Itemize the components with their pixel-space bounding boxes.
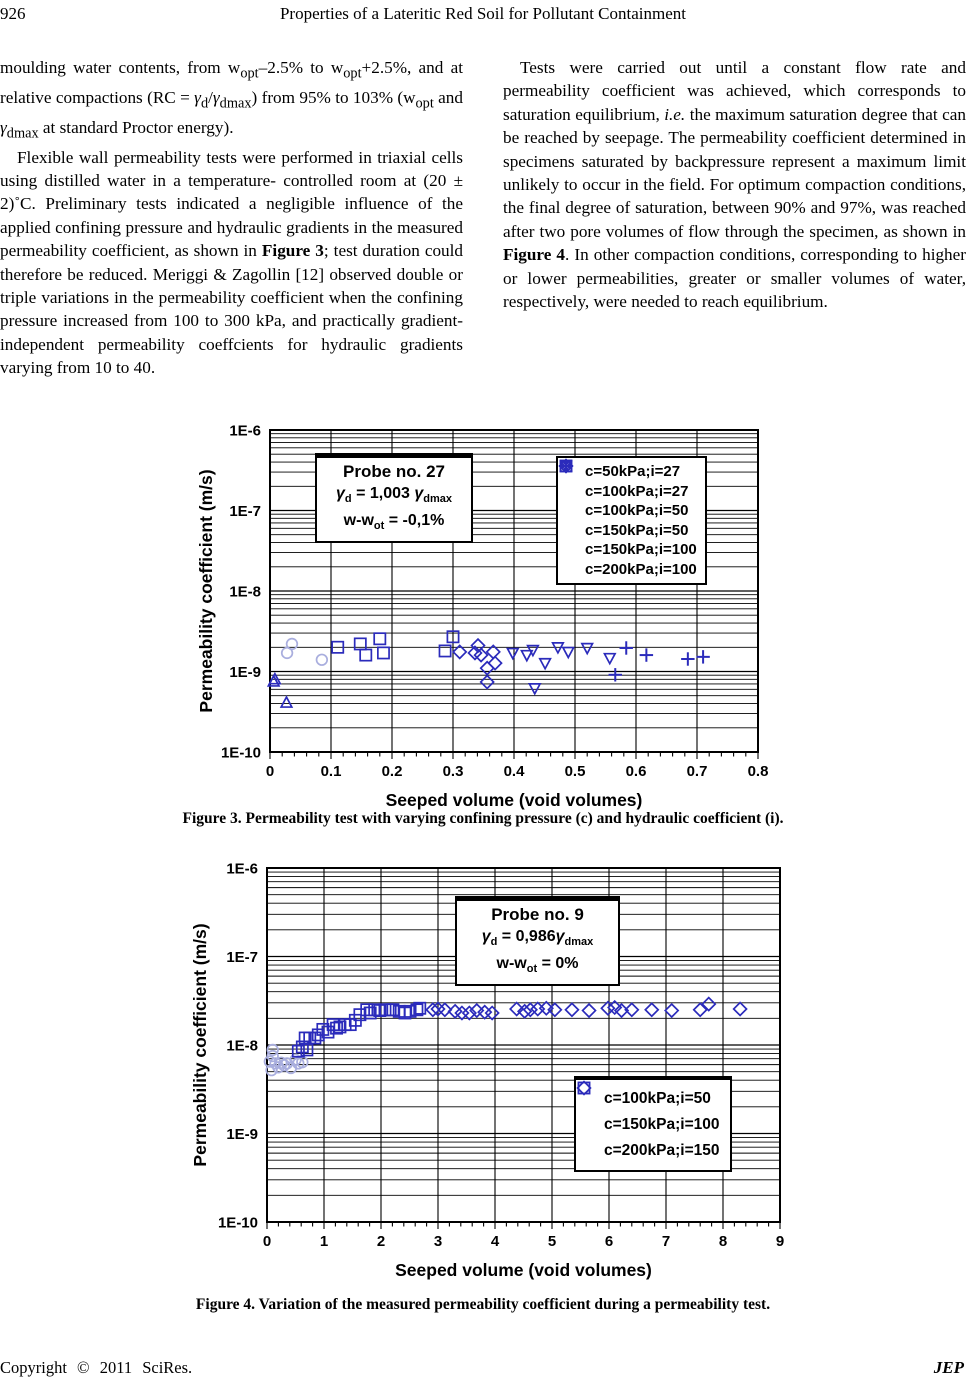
x-tick-label: 9 <box>775 1233 785 1250</box>
x-tick-label: 0.5 <box>564 763 586 780</box>
triangle-down-marker-icon <box>563 648 574 658</box>
diamond-marker-icon <box>481 676 494 689</box>
x-tick-label: 0 <box>265 763 275 780</box>
paragraph: moulding water contents, from $w_{opt}-2.5\%$ to $w_{opt}+2.5\%$, and at relative compactions $(RC = \gamma_d/\gamma_{dmax})$ from 95% to 103% ($w_{opt}$ and $\gamma_{dmax}$ at standard Proctor energy). <box>0 58 463 142</box>
circle-marker-icon <box>317 654 328 665</box>
paragraph: Tests were carried out until a constant flow rate and permeability coefficient was achieved, which corresponds to saturation equilibrium, i.e. the maximum saturation degree that can be reached by seepage. The permeability coefficient determined in specimens saturated by backpressure represent a maximum limit unlikely to occur in the field. For optimum compaction conditions, the final degree of saturation, between 90% and 97%, was reached after two pore volumes of flow through the specimen, as shown in Figure 4. In other compaction conditions, corresponding to higher or lower permeabilities, greater or smaller volumes of water, respectively, were needed to reach equilibrium. <box>503 58 966 312</box>
y-tick-label: 1E-8 <box>229 583 261 601</box>
right-column <box>503 56 966 313</box>
diamond-marker-icon <box>481 662 494 675</box>
y-tick-label: 1E-7 <box>229 502 261 520</box>
x-tick-label: 6 <box>604 1233 614 1250</box>
figure4-caption: Figure 4. Variation of the measured permeability coefficient during a permeability test. <box>195 1296 771 1313</box>
x-tick-label: 0 <box>262 1233 272 1250</box>
legend-entry <box>563 501 697 521</box>
annotation-line: $\gamma_d = 1,003$ $\gamma_{dmax}$ <box>335 485 452 506</box>
x-tick-label: 4 <box>490 1233 500 1250</box>
x-tick-label: 5 <box>547 1233 557 1250</box>
legend-label: c=100kPa;i=50 <box>585 502 689 520</box>
plus-marker-icon <box>620 641 633 654</box>
x-tick-label: 0.4 <box>503 763 525 780</box>
legend-label: c=150kPa;i=50 <box>585 521 689 539</box>
plus-marker-icon <box>559 459 572 472</box>
y-tick-label: 1E-8 <box>226 1037 258 1055</box>
diamond-marker-icon <box>578 1082 591 1095</box>
y-tick-label: 1E-9 <box>229 663 261 681</box>
annotation-line: $w-w_{ot} = -0,1\%$ <box>343 512 445 533</box>
x-tick-label: 0.8 <box>747 763 769 780</box>
plus-marker-icon <box>696 650 709 663</box>
y-tick-label: 1E-7 <box>226 948 258 966</box>
diamond-marker-icon <box>645 1003 658 1016</box>
fig4-annotation-box <box>455 896 620 986</box>
fig3-plot <box>0 418 966 810</box>
paragraph: Flexible wall permeability tests were performed in triaxial cells using distilled water in a temperature- controlled room at (20 ± 2)˚C. Preliminary tests indicated a negligible influence of the applied confining pressure and hydraulic gradients in the measured permeability coefficient, as shown in Figure 3; test duration could therefore be reduced. Meriggi & Zagollin [12] observed double or triple variations in the permeability coefficient when the confining pressure increased from 100 to 300 kPa, and practically gradient-independent permeability coeffcients for hydraulic gradients varying from 10 to 40. <box>0 147 464 378</box>
legend-entry <box>563 560 697 580</box>
plus-marker-icon <box>681 652 694 665</box>
annotation-title: Probe no. 27 <box>342 462 446 481</box>
square-marker-icon <box>374 633 385 644</box>
triangle-down-marker-icon <box>507 649 518 659</box>
legend-label: c=200kPa;i=100 <box>585 560 697 578</box>
legend-entry <box>563 521 697 541</box>
x-tick-label: 0.7 <box>686 763 708 780</box>
legend-entry <box>563 462 697 482</box>
square-marker-icon <box>355 638 366 649</box>
fig3-annotation-box <box>315 453 473 543</box>
legend-entry <box>582 1112 720 1138</box>
annotation-title: Probe no. 9 <box>491 905 584 924</box>
copyright-text: Copyright © 2011 SciRes. <box>0 1358 193 1377</box>
fig3-legend <box>556 456 707 585</box>
legend-label: c=200kPa;i=150 <box>604 1142 720 1159</box>
diamond-marker-icon <box>583 1004 596 1017</box>
x-tick-label: 0.3 <box>442 763 464 780</box>
y-tick-label: 1E-10 <box>220 744 261 762</box>
legend-label: c=150kPa;i=100 <box>604 1116 720 1133</box>
running-title: Properties of a Lateritic Red Soil for Pollutant Containment <box>279 4 687 23</box>
page-header <box>0 4 966 28</box>
legend-label: c=100kPa;i=50 <box>604 1090 711 1107</box>
x-tick-label: 2 <box>376 1233 386 1250</box>
diamond-marker-icon <box>566 1003 579 1016</box>
y-tick-label: 1E-10 <box>217 1214 258 1232</box>
figure3-caption: Figure 3. Permeability test with varying confining pressure (c) and hydraulic coefficient (i). <box>182 810 784 827</box>
x-tick-label: 1 <box>319 1233 329 1250</box>
legend-entry <box>563 540 697 560</box>
legend-entry <box>582 1138 720 1164</box>
y-axis-title: Permeability coefficient (m/s) <box>196 469 216 713</box>
legend-label: c=50kPa;i=27 <box>585 463 681 481</box>
diamond-marker-icon <box>665 1004 678 1017</box>
y-tick-label: 1E-6 <box>226 860 258 878</box>
x-axis-title: Seeped volume (void volumes) <box>385 790 643 810</box>
x-tick-label: 8 <box>718 1233 728 1250</box>
page-number: 926 <box>0 4 26 23</box>
left-column <box>0 56 463 380</box>
square-marker-icon <box>360 649 371 660</box>
journal-abbrev: JEP <box>933 1358 964 1377</box>
x-tick-label: 0.6 <box>625 763 647 780</box>
triangle-down-marker-icon <box>540 659 551 669</box>
x-tick-label: 3 <box>433 1233 443 1250</box>
figure3-chart <box>0 418 966 810</box>
diamond-marker-icon <box>489 657 502 670</box>
y-axis-title: Permeability coefficient (m/s) <box>190 923 210 1167</box>
fig4-legend <box>574 1076 732 1172</box>
figure4-chart <box>0 856 966 1290</box>
square-marker-icon <box>378 647 389 658</box>
x-tick-label: 7 <box>661 1233 671 1250</box>
triangle-down-marker-icon <box>604 654 615 664</box>
triangle-down-marker-icon <box>553 643 564 653</box>
triangle-down-marker-icon <box>582 644 593 654</box>
legend-entry <box>582 1086 720 1112</box>
y-tick-label: 1E-6 <box>229 422 261 440</box>
legend-label: c=100kPa;i=27 <box>585 482 689 500</box>
diamond-marker-icon <box>734 1003 747 1016</box>
legend-entry <box>563 482 697 502</box>
plus-marker-icon <box>640 648 653 661</box>
x-tick-label: 0.2 <box>381 763 403 780</box>
legend-label: c=150kPa;i=100 <box>585 541 697 559</box>
y-tick-label: 1E-9 <box>226 1125 258 1143</box>
triangle-up-marker-icon <box>281 697 292 707</box>
x-tick-label: 0.1 <box>320 763 342 780</box>
annotation-line: $w-w_{ot} = 0\%$ <box>496 955 579 976</box>
triangle-down-marker-icon <box>529 684 540 694</box>
x-axis-title: Seeped volume (void volumes) <box>395 1260 652 1280</box>
annotation-line: $\gamma_d = 0,986\gamma_{dmax}$ <box>481 928 594 949</box>
